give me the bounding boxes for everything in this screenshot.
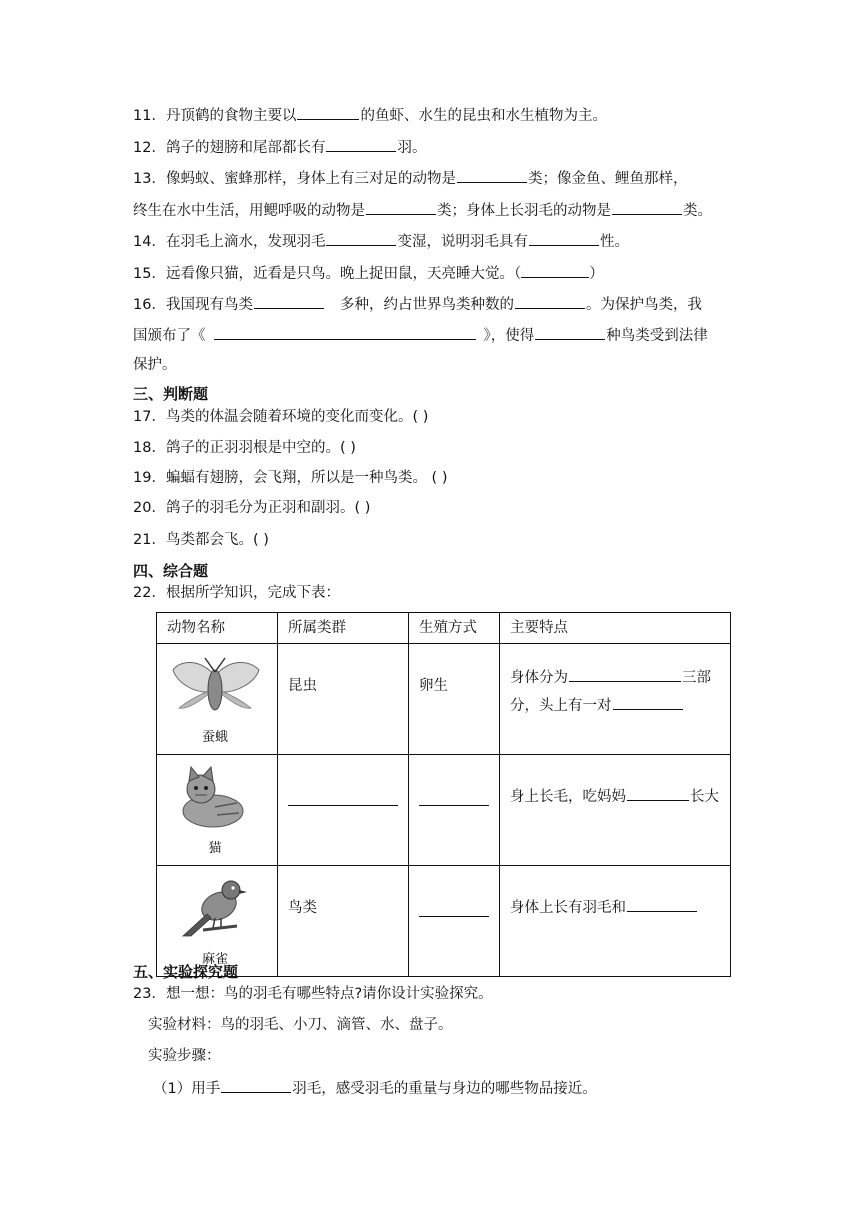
- feature-line: [510, 783, 720, 811]
- question-13: [133, 167, 687, 189]
- answer-blank[interactable]: [535, 324, 605, 340]
- question-18: [133, 438, 356, 458]
- group-cell: [278, 644, 409, 755]
- table-header: 生殖方式: [409, 613, 500, 644]
- group-text: 鸟类: [288, 900, 317, 916]
- question-21: [133, 530, 269, 550]
- answer-blank[interactable]: [419, 900, 489, 917]
- feature-cell: [500, 755, 731, 866]
- animal-name: 蚕蛾: [201, 730, 228, 745]
- question-number: 15．: [133, 266, 166, 282]
- question-text: 多种，约占世界鸟类种数的: [339, 297, 514, 313]
- question-text: 变湿，说明羽毛具有: [397, 234, 528, 250]
- question-22: [133, 583, 340, 603]
- question-text: 像蚂蚁、蜜蜂那样，身体上有三对足的动物是: [165, 171, 456, 187]
- question-text: 远看像只猫，近看是只鸟。晚上捉田鼠，天亮睡大觉。（: [165, 266, 522, 282]
- reproduction-cell: [409, 866, 500, 977]
- step-text: （1）用手: [153, 1081, 221, 1097]
- answer-blank[interactable]: [288, 789, 398, 806]
- question-text: 根据所学知识，完成下表：: [165, 585, 340, 601]
- question-19: [133, 468, 447, 488]
- question-text: ）: [589, 266, 604, 282]
- question-text: 》，使得: [483, 328, 535, 344]
- question-text: 鸽子的翅膀和尾部都长有: [165, 140, 326, 156]
- answer-blank[interactable]: [297, 104, 359, 120]
- question-text: 鸟类都会飞。( ): [165, 532, 269, 548]
- experiment-steps-label: 实验步骤：: [148, 1048, 221, 1064]
- question-text: 在羽毛上滴水，发现羽毛: [165, 234, 326, 250]
- answer-blank[interactable]: [612, 199, 682, 215]
- question-number: 12．: [133, 140, 166, 156]
- question-number: 16．: [133, 297, 166, 313]
- answer-blank[interactable]: [326, 136, 396, 152]
- question-text: 终生在水中生活，用鳃呼吸的动物是: [133, 203, 365, 219]
- answer-blank[interactable]: [419, 789, 489, 806]
- question-number: 11．: [133, 108, 166, 124]
- question-number: 19．: [133, 470, 166, 486]
- answer-blank[interactable]: [515, 293, 585, 309]
- animal-cell: [157, 866, 278, 977]
- animal-table: [156, 612, 731, 977]
- silkmoth-image: [165, 648, 265, 746]
- animal-cell: [157, 644, 278, 755]
- question-text: 类；像金鱼、鲤鱼那样，: [527, 171, 688, 187]
- table-header-row: [157, 613, 731, 644]
- cat-image: [165, 759, 265, 857]
- feature-line: [510, 692, 720, 720]
- table-header: 所属类群: [278, 613, 409, 644]
- table-row: [157, 755, 731, 866]
- answer-blank[interactable]: [366, 199, 436, 215]
- question-number: 13．: [133, 171, 166, 187]
- answer-blank[interactable]: [221, 1077, 291, 1093]
- question-16: [133, 293, 702, 315]
- group-text: 昆虫: [288, 678, 317, 694]
- answer-blank[interactable]: [569, 667, 681, 682]
- table-row: [157, 866, 731, 977]
- question-text: 类；身体上长羽毛的动物是: [437, 203, 611, 219]
- question-number: 23．: [133, 986, 166, 1002]
- answer-blank[interactable]: [613, 695, 683, 710]
- table-row: [157, 644, 731, 755]
- feature-line: [510, 894, 720, 922]
- question-text: 鸽子的正羽羽根是中空的。( ): [165, 440, 356, 456]
- question-text: 种鸟类受到法律: [606, 328, 708, 344]
- question-text: 羽。: [397, 140, 427, 156]
- question-15: [133, 262, 604, 284]
- section-heading: 五、实验探究题: [133, 963, 239, 981]
- answer-blank[interactable]: [214, 324, 476, 340]
- feature-text: 长大: [690, 789, 719, 805]
- question-text: 鸟类的体温会随着环境的变化而变化。( ): [165, 409, 429, 425]
- feature-text: 身体分为: [510, 670, 568, 686]
- question-text: 保护。: [133, 357, 177, 373]
- question-12: [133, 136, 426, 158]
- feature-text: 三部: [682, 670, 711, 686]
- question-text: 性。: [599, 234, 629, 250]
- question-16-cont: [133, 324, 708, 346]
- feature-cell: [500, 866, 731, 977]
- experiment-step-1: [153, 1077, 597, 1099]
- answer-blank[interactable]: [254, 293, 324, 309]
- step-text: 羽毛，感受羽毛的重量与身边的哪些物品接近。: [292, 1081, 597, 1097]
- feature-text: 身上长毛，吃妈妈: [510, 789, 626, 805]
- section-heading: 三、判断题: [133, 385, 209, 403]
- animal-name: 猫: [208, 841, 222, 856]
- feature-text: 身体上长有羽毛和: [510, 900, 626, 916]
- question-20: [133, 498, 370, 518]
- question-text: 类。: [683, 203, 712, 219]
- group-cell: [278, 866, 409, 977]
- animal-name: 麻雀: [201, 952, 228, 967]
- answer-blank[interactable]: [627, 786, 689, 801]
- experiment-materials: 实验材料：鸟的羽毛、小刀、滴管、水、盘子。: [148, 1017, 453, 1033]
- question-text: 的鱼虾、水生的昆虫和水生植物为主。: [360, 108, 607, 124]
- question-text: 国颁布了《: [133, 328, 206, 344]
- question-text: 丹顶鹤的食物主要以: [165, 108, 297, 124]
- question-13-cont: [133, 199, 712, 221]
- answer-blank[interactable]: [627, 897, 697, 912]
- question-number: 20．: [133, 500, 166, 516]
- question-number: 17．: [133, 409, 166, 425]
- question-17: [133, 407, 428, 427]
- group-cell: [278, 755, 409, 866]
- table-header: 动物名称: [157, 613, 278, 644]
- section-heading: 四、综合题: [133, 562, 209, 580]
- question-text: 。为保护鸟类，我: [585, 297, 702, 313]
- animal-cell: [157, 755, 278, 866]
- question-text: 想一想：鸟的羽毛有哪些特点?请你设计实验探究。: [165, 986, 493, 1002]
- answer-blank[interactable]: [457, 167, 527, 183]
- answer-blank[interactable]: [521, 262, 589, 278]
- answer-blank[interactable]: [529, 230, 599, 246]
- question-14: [133, 230, 629, 252]
- feature-line: [510, 664, 720, 692]
- question-11: [133, 104, 607, 126]
- question-text: 我国现有鸟类: [165, 297, 253, 313]
- question-number: 18．: [133, 440, 166, 456]
- question-number: 21．: [133, 532, 166, 548]
- question-text: 蝙蝠有翅膀，会飞翔，所以是一种鸟类。 ( ): [165, 470, 448, 486]
- question-number: 22．: [133, 585, 166, 601]
- question-number: 14．: [133, 234, 166, 250]
- question-text: 鸽子的羽毛分为正羽和副羽。( ): [165, 500, 371, 516]
- table-header: 主要特点: [500, 613, 731, 644]
- feature-cell: [500, 644, 731, 755]
- question-23: [133, 984, 493, 1004]
- question-16-end: [133, 355, 177, 375]
- reproduction-cell: [409, 755, 500, 866]
- reproduction-cell: [409, 644, 500, 755]
- answer-blank[interactable]: [326, 230, 396, 246]
- reproduction-text: 卵生: [419, 678, 448, 694]
- feature-text: 分，头上有一对: [510, 698, 612, 714]
- sparrow-image: [165, 870, 265, 968]
